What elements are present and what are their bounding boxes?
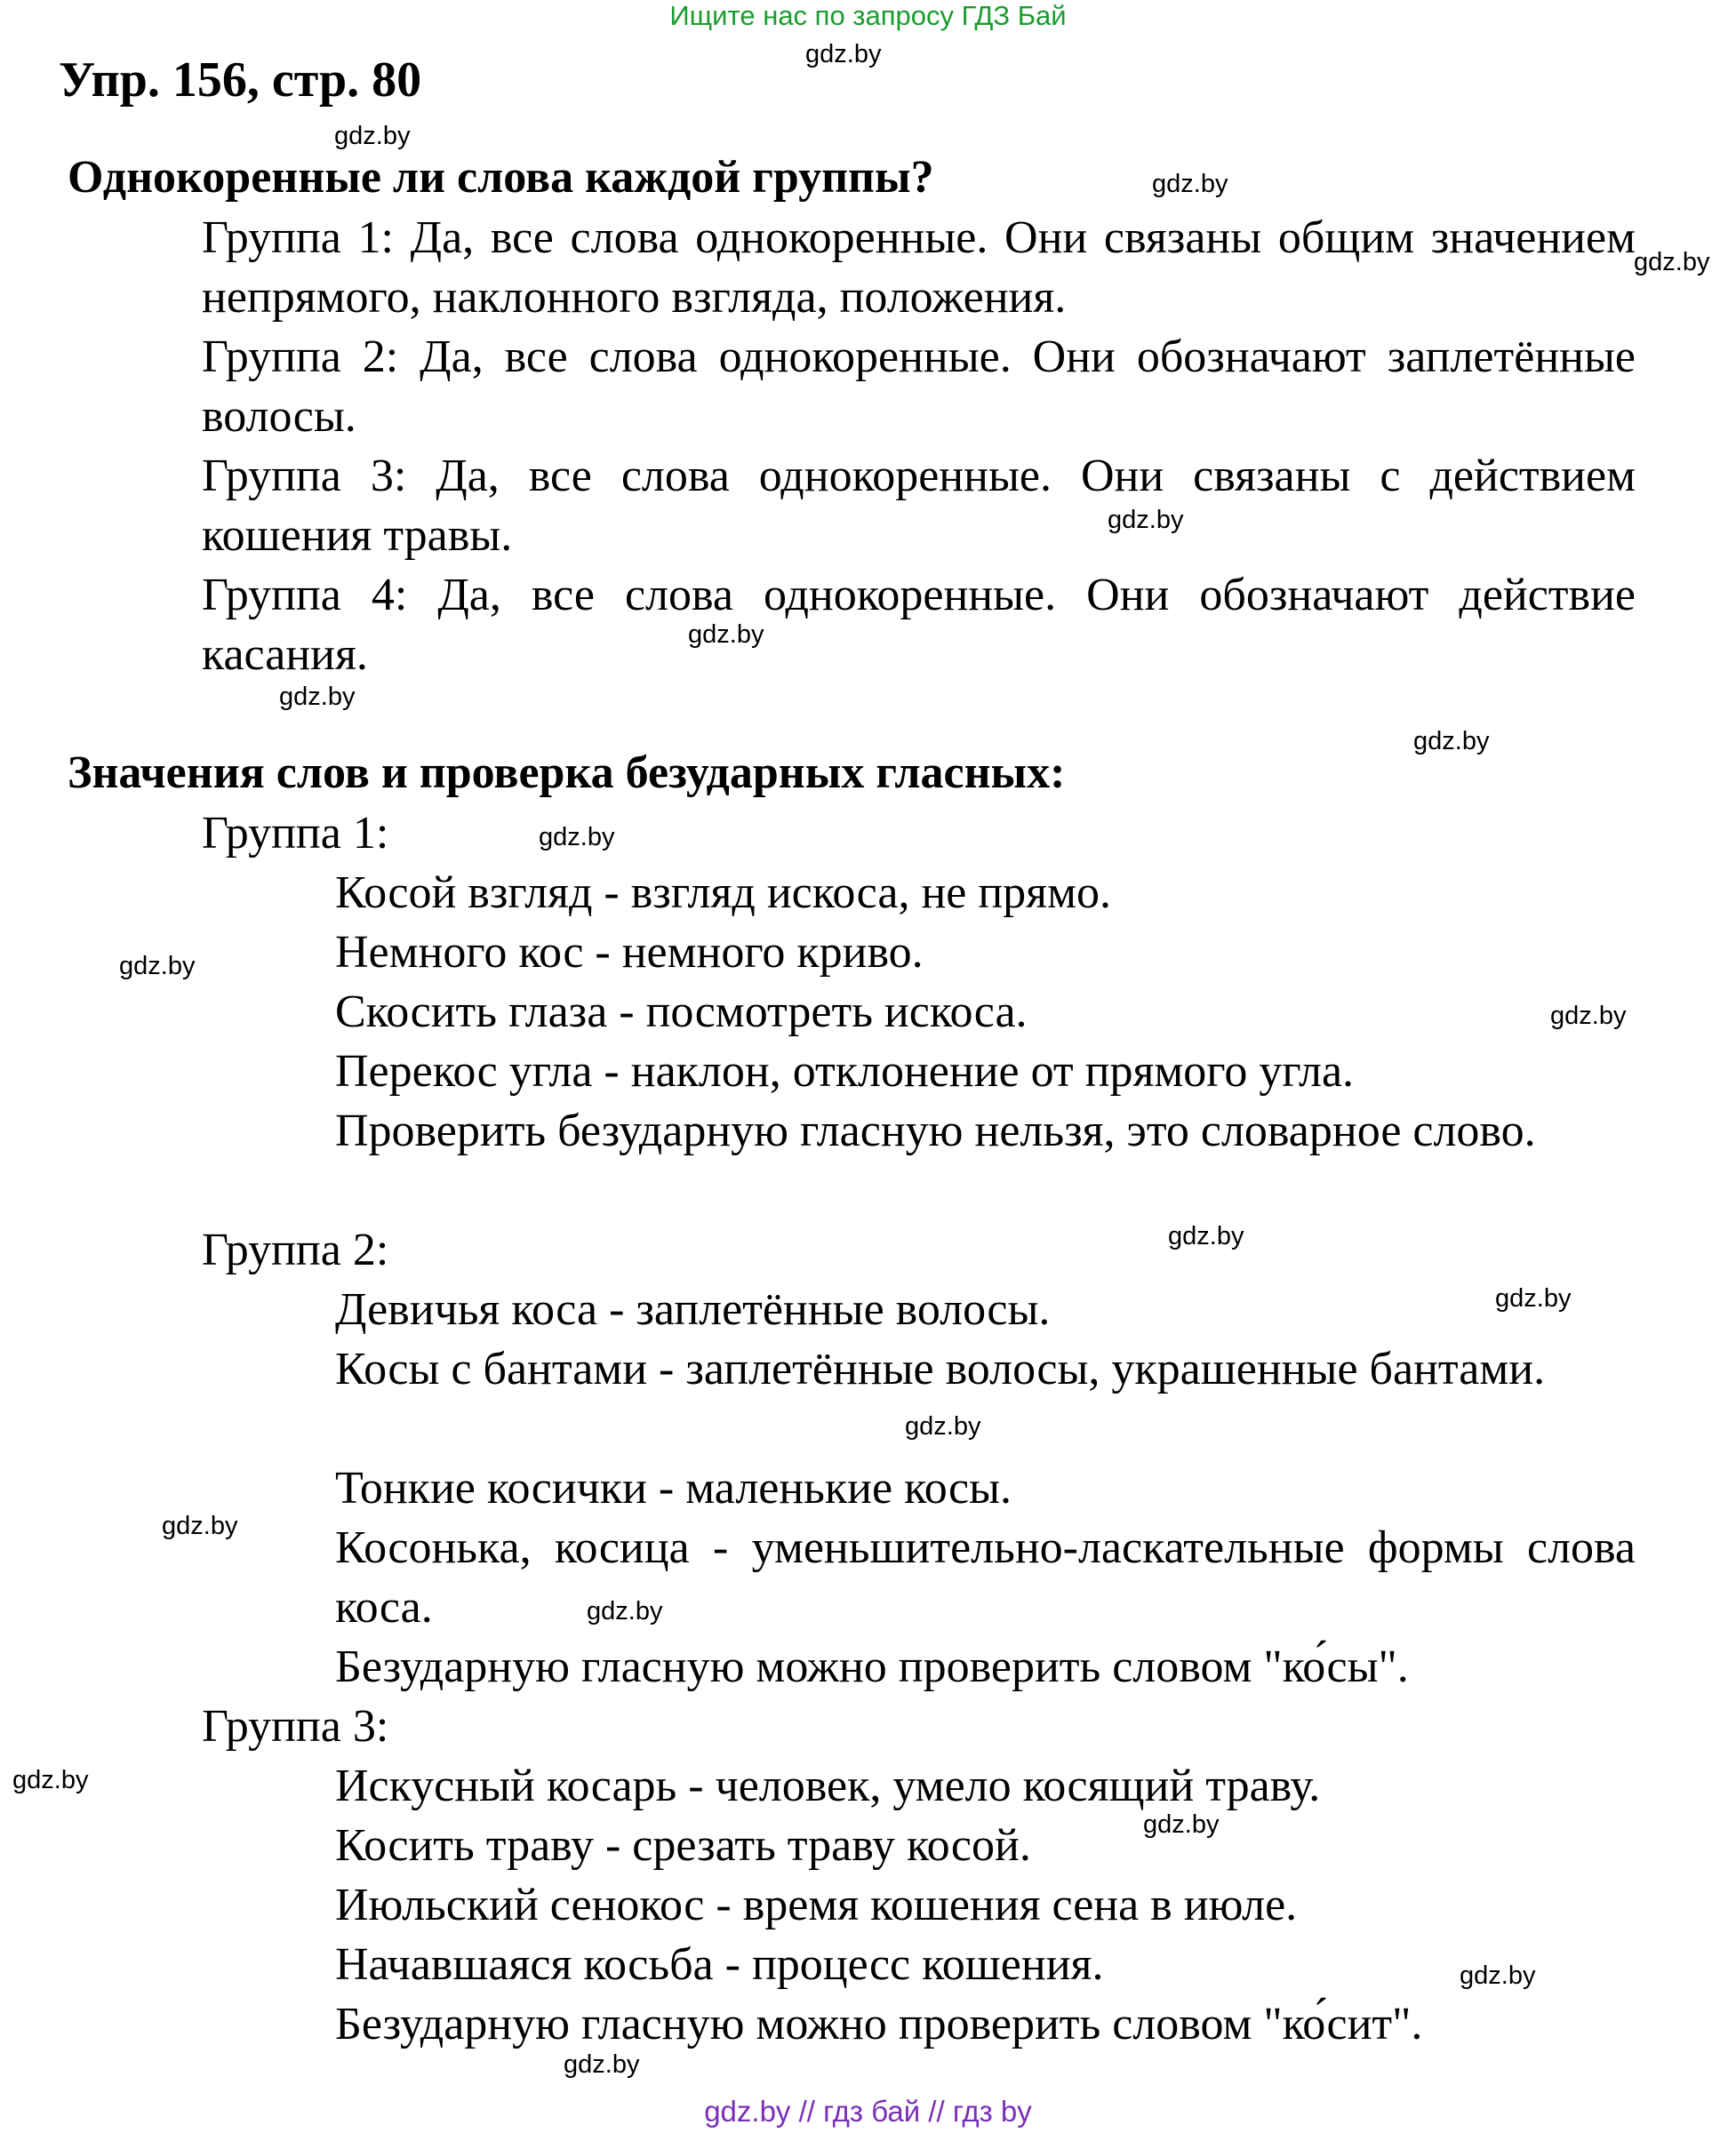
answer-group-1: Группа 1: Да, все слова однокоренные. Они связаны общим значением непрямого, наклонного взгляда, положения. [202,212,1636,323]
meaning-line: Немного кос - немного криво. [335,927,924,978]
answer-group-3: Группа 3: Да, все слова однокоренные. Они связаны с действием кошения травы. [202,451,1636,561]
meaning-line: Косой взгляд - взгляд искоса, не прямо. [335,867,1112,918]
meaning-line: Перекос угла - наклон, отклонение от прямого угла. [335,1046,1355,1097]
watermark: gdz.by [564,2050,640,2079]
meaning-line: Искусный косарь - человек, умело косящий траву. [335,1761,1321,1811]
watermark: gdz.by [1108,506,1184,534]
watermark: gdz.by [334,122,411,150]
meaning-line: Косонька, косица - уменьшительно-ласкательные формы слова коса. [335,1522,1636,1633]
watermark: gdz.by [1495,1284,1572,1313]
watermark: gdz.by [1143,1810,1220,1839]
watermark: gdz.by [688,620,764,649]
watermark: gdz.by [1550,1002,1627,1030]
answer-group-4: Группа 4: Да, все слова однокоренные. Они обозначают действие касания. [202,570,1636,680]
exercise-title: Упр. 156, стр. 80 [59,52,422,108]
answer-group-2: Группа 2: Да, все слова однокоренные. Они обозначают заплетённые волосы. [202,332,1636,442]
group-1-label: Группа 1: [202,808,389,859]
meaning-line: Тонкие косички - маленькие косы. [335,1463,1012,1514]
meaning-line: Безударную гласную можно проверить словом "ко́сит". [335,1999,1423,2049]
footer-links[interactable]: gdz.by // гдз бай // гдз by [704,2095,1032,2128]
watermark: gdz.by [1168,1222,1244,1250]
watermark: gdz.by [587,1597,663,1626]
section-heading-meanings: Значения слов и проверка безударных гласных: [68,747,1066,798]
meaning-line: Начавшаяся косьба - процесс кошения. [335,1939,1104,1990]
watermark: gdz.by [1152,170,1228,198]
watermark: gdz.by [1413,727,1490,755]
watermark: gdz.by [279,683,356,711]
section-heading-same-root: Однокоренные ли слова каждой группы? [68,152,934,203]
meaning-line: Безударную гласную можно проверить словом "ко́сы". [335,1642,1409,1692]
watermark: gdz.by [12,1766,89,1794]
meaning-line: Косы с бантами - заплетённые волосы, украшенные бантами. [335,1344,1546,1394]
meaning-line: Девичья коса - заплетённые волосы. [335,1284,1051,1335]
search-banner[interactable]: Ищите нас по запросу ГДЗ Бай [669,0,1067,31]
meaning-line: Июльский сенокос - время кошения сена в июле. [335,1880,1298,1930]
meaning-line: Проверить безударную гласную нельзя, это словарное слово. [335,1106,1536,1156]
watermark: gdz.by [805,40,882,68]
meaning-line: Косить траву - срезать траву косой. [335,1820,1031,1871]
group-2-label: Группа 2: [202,1225,389,1275]
group-3-label: Группа 3: [202,1701,389,1752]
meaning-line: Скосить глаза - посмотреть искоса. [335,987,1028,1037]
watermark: gdz.by [539,823,615,851]
watermark: gdz.by [162,1512,238,1540]
watermark: gdz.by [1460,1961,1536,1990]
watermark: gdz.by [119,952,196,980]
watermark: gdz.by [905,1412,981,1441]
watermark: gdz.by [1634,248,1710,276]
